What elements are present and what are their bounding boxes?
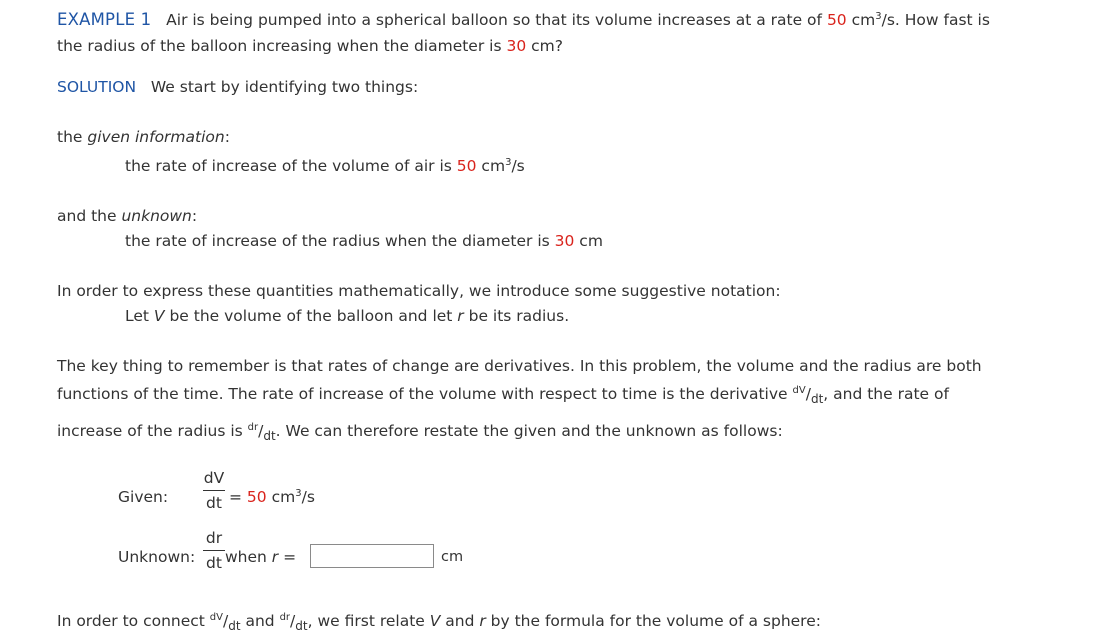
fraction-bar: [203, 490, 225, 491]
restate-given-label: Given:: [118, 488, 169, 506]
restate-unknown-label: Unknown:: [118, 548, 196, 566]
mini-frac-drdt-2: $^{dr}/_{dt}$: [279, 612, 308, 633]
mini-frac-dVdt: $^{dV}/_{dt}$: [792, 385, 824, 406]
restate-given-value: 50: [246, 488, 267, 506]
example-statement-line1: EXAMPLE 1 Air is being pumped into a spherical balloon so that its volume increases at a rate of 50 $cm^3/s$. How fast is: [57, 10, 990, 29]
notation-intro: In order to express these quantities mathematically, we introduce some suggestive notation:: [57, 282, 781, 300]
restate-given-fraction: [203, 468, 225, 513]
key-line2: functions of the time. The rate of increase of the volume with respect to time is the derivative $^{dV}/_{dt}$, and the rate of: [57, 385, 949, 406]
key-line3: increase of the radius is $^{dr}/_{dt}$. We can therefore restate the given and the unknown as follows:: [57, 422, 783, 443]
fraction-numerator: dV: [203, 469, 225, 487]
answer-unit: cm: [441, 549, 464, 565]
unknown-line: the rate of increase of the radius when the diameter is 30 cm: [125, 232, 603, 250]
given-value: 50: [456, 157, 477, 175]
mini-frac-drdt: $^{dr}/_{dt}$: [247, 422, 276, 443]
diameter-value: 30: [506, 37, 527, 55]
unknown-value: 30: [554, 232, 575, 250]
fraction-denominator: dt: [206, 554, 222, 572]
fraction-numerator: dr: [205, 529, 223, 547]
rate-value: 50: [826, 11, 847, 29]
fraction-denominator: dt: [206, 494, 222, 512]
fraction-bar: [203, 550, 225, 551]
restate-unknown-fraction: [203, 528, 225, 573]
solution-line: SOLUTION We start by identifying two things:: [57, 78, 419, 96]
restate-given-value-line: = 50 $cm^3/s$: [229, 488, 315, 506]
connect-line: In order to connect $^{dV}/_{dt}$ and $^{dr}/_{dt}$, we first relate V and r by the formula for the volume of a sphere:: [57, 612, 821, 633]
example-label: EXAMPLE 1: [57, 10, 152, 29]
unknown-heading: and the unknown:: [57, 207, 198, 225]
example-statement-line2: the radius of the balloon increasing when the diameter is 30 cm?: [57, 37, 563, 55]
key-line1: The key thing to remember is that rates of change are derivatives. In this problem, the volume and the radius are both: [57, 357, 982, 375]
given-line: the rate of increase of the volume of air is 50 $cm^3/s$: [125, 157, 525, 175]
notation-line: Let V be the volume of the balloon and let r be its radius.: [125, 307, 570, 325]
given-heading: the given information:: [57, 128, 230, 146]
mini-frac-dVdt-2: $^{dV}/_{dt}$: [209, 612, 241, 633]
restate-unknown-when: when r =: [225, 548, 297, 566]
solution-label: SOLUTION: [57, 78, 137, 96]
answer-input[interactable]: [310, 544, 434, 568]
